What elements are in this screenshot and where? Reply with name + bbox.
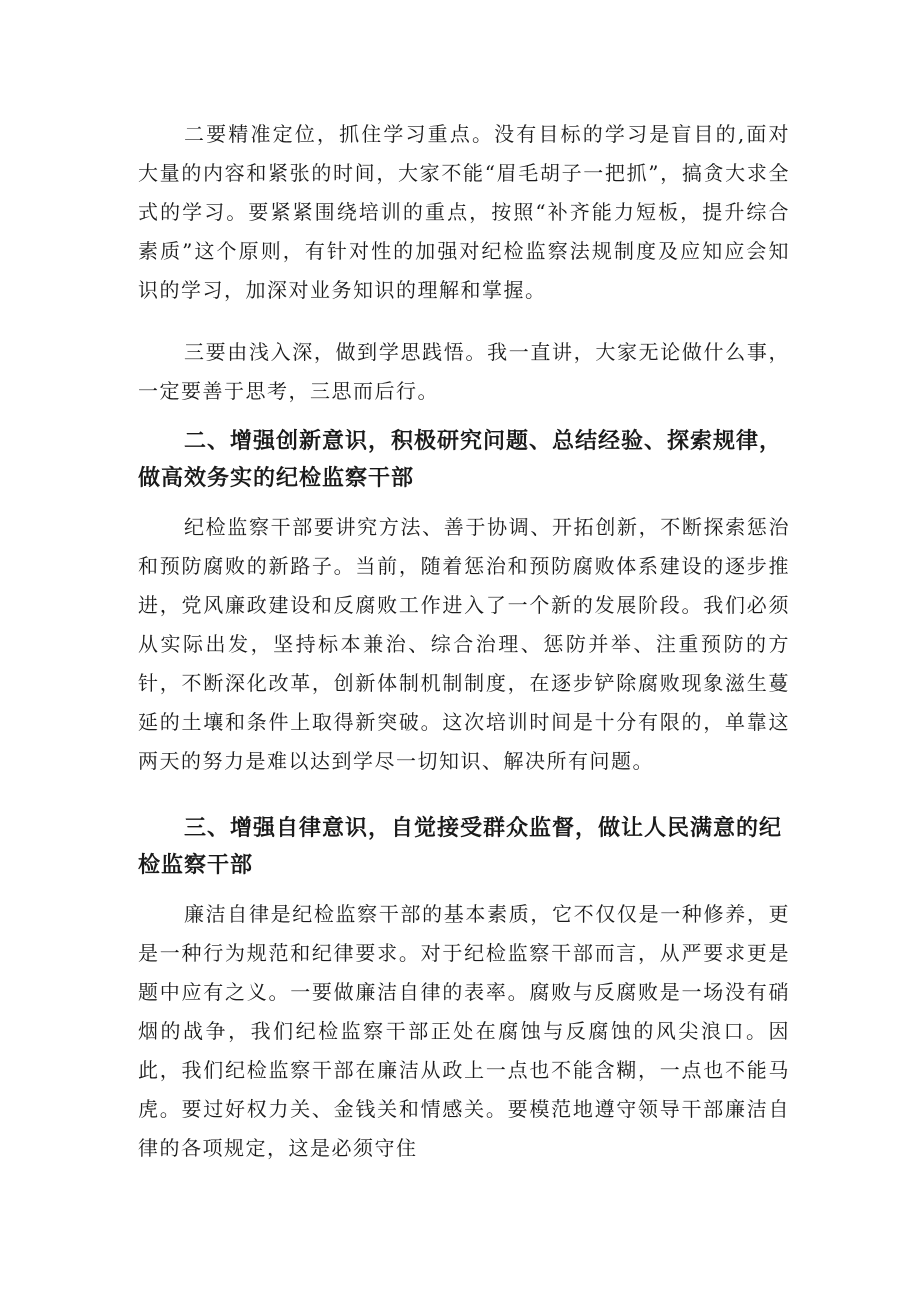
section-heading-innovation: 二、增强创新意识，积极研究问题、总结经验、探索规律，做高效务实的纪检监察干部 [138, 429, 783, 491]
paragraph-innovation: 纪检监察干部要讲究方法、善于协调、开拓创新，不断探索惩治和预防腐败的新路子。当前，随着惩治和预防腐败体系建设的逐步推进，党风廉政建设和反腐败工作进入了一个新的发展阶段。我们必须从实际出发，坚持标本兼治、综合治理、惩防并举、注重预防的方针，不断深化改革，创新体制机制制度，在逐步铲除腐败现象滋生蔓延的土壤和条件上取得新突破。这次培训时间是十分有限的，单靠这两天的努力是难以达到学尽一切知识、解决所有问题。 [138, 515, 790, 773]
section-heading-self-discipline: 三、增强自律意识，自觉接受群众监督，做让人民满意的纪检监察干部 [138, 816, 783, 878]
paragraph-study-focus: 二要精准定位，抓住学习重点。没有目标的学习是盲目的,面对大量的内容和紧张的时间，大家不能“眉毛胡子一把抓”，搞贪大求全式的学习。要紧紧围绕培训的重点，按照“补齐能力短板，提升综合素质”这个原则，有针对性的加强对纪检监察法规制度及应知应会知识的学习，加深对业务知识的理解和掌握。 [138, 122, 790, 302]
paragraph-study-depth: 三要由浅入深，做到学思践悟。我一直讲，大家无论做什么事，一定要善于思考，三思而后行。 [138, 340, 790, 403]
paragraph-self-discipline: 廉洁自律是纪检监察干部的基本素质，它不仅仅是一种修养，更是一种行为规范和纪律要求。对于纪检监察干部而言，从严要求更是题中应有之义。一要做廉洁自律的表率。腐败与反腐败是一场没有硝烟的战争，我们纪检监察干部正处在腐蚀与反腐蚀的风尖浪口。因此，我们纪检监察干部在廉洁从政上一点也不能含糊，一点也不能马虎。要过好权力关、金钱关和情感关。要模范地遵守领导干部廉洁自律的各项规定，这是必须守住 [138, 902, 790, 1160]
